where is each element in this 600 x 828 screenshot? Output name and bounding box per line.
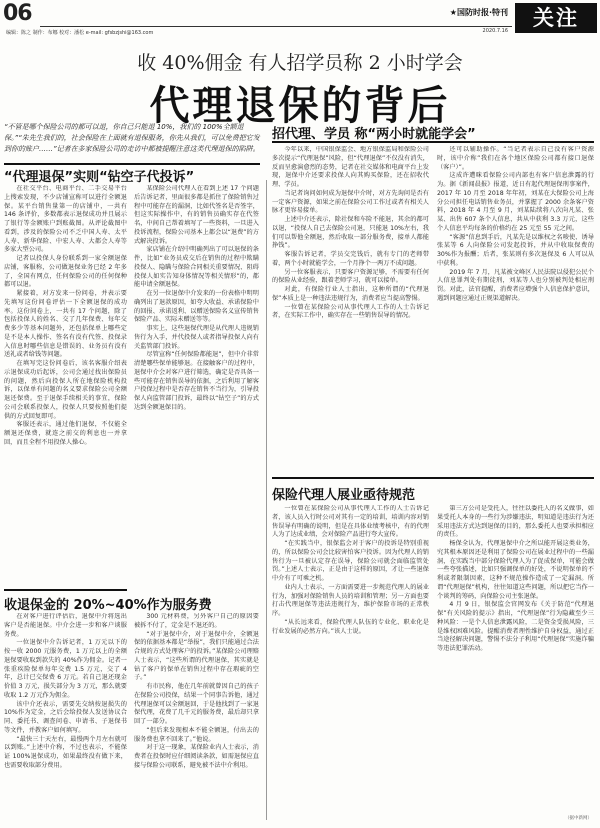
- paragraph: 还可以辅助操作。“当记者表示自己没有客户资源时，该中介称”我们在各个地区保险公司都有接口退保（客户）”。: [437, 146, 594, 171]
- column-4a: [272, 505, 429, 817]
- paragraph: 家店铺在介绍中明确列出了可以退保的条件，比如“业务员成交后在销售的过程中欺瞒投保人、隐瞒与保险合同相关重要情况、阻碍投保人如实告知身体情况等相关情形”的，都能申请全额退保。: [134, 246, 259, 289]
- column-3a: [272, 146, 429, 470]
- paragraph: 有市民称，他在几年前就曾因自己的孩子在保险公司投保，结果一个同事告诉他，通过代理退保可以全额退回，于是他找到了一家退保代理，花费了几千元的服务费，最后却只拿回了一部分。: [134, 683, 259, 725]
- column-3b: [437, 146, 594, 470]
- paragraph: 今年以来，中国银保监会、地方银保监局和保险公司多次提示“代理退保”风险，但“代理退保”不仅没有消失，反而呈愈演愈烈的态势，记者在社交媒体和电商平台上发现，退保中介还要求投保人向其购买保险，还在招收代理、学员。: [272, 146, 429, 188]
- column-divider: [266, 180, 267, 820]
- source-credit: （据中新网）: [565, 816, 592, 821]
- paragraph: 一位退保中介告诉记者，1 万元以下的按一收 2000 元服务费，1 万元以上的全额退保要收取到款失的 40%作为佣金。记者一张重疾险保单每年交费 1.5 万元，交了 4 年，总计已交保费 6 万元。若自己退还现金价值 3 万元，损失部分为 3 万元，那么就要收取 1.2 万元作为佣金。: [4, 639, 127, 699]
- column-1a: [4, 185, 127, 583]
- paragraph: 尽管宣称“任何保险都能退”，但中介非常清楚哪些保单能够退。在接触客户的过程中，退保中介会对客户进行筛选，确定是否具备一些可能存在销售误导的依据，之后利用了解客户投保过程中是否存在销售不当行为，引导投保人向监管部门投诉，最终以“钻空子”的方式达到全额退保目的。: [134, 351, 259, 411]
- paragraph: 一位曾在某保险公司从事代理人工作的人士告诉记者，该人员入行时公司对其有一定的培训，培训内容对销售误导有明确的说明，但是在具体业绩考核中，有的代理人为了达成业绩，会对保险产品进行夸大宣传。: [272, 505, 429, 539]
- column-2a: [134, 185, 259, 581]
- paragraph: “在实践当中，银保监会对于客户的投诉是特别重视的，所以保险公司会比较害怕客户投诉。因为代理人的销售行为一旦被认定存在误导，保险公司就会面临监管处罚。”上述人士表示，正是由于这样的原因，才让一些退保中介有了可乘之机。: [272, 540, 429, 582]
- paragraph: 在另一位退保中介发来的一份表格中明明确列出了退款原因，如夸大收益、承诺保险中的回报、承诺返利、以赠送保险名义宣传销售保险产品、实际未赠送等等。: [134, 290, 259, 324]
- paragraph: 300 元材料费，另外客户自己的原因要被拆不付了，定金是不退还的。: [134, 613, 259, 629]
- page-header: [0, 0, 600, 38]
- section-title-2: 收退保金的 20%~40%作为服务费: [4, 598, 212, 613]
- paragraph: “但后来发现根本不能全额退，付出去的服务费也拿不回来了。”他说。: [134, 726, 259, 743]
- paragraph: “客源”信息到手后，凡某先是以维权之名唆使、诱导张某等 6 人向保险公司发起投诉，并从中收取保费的 30%作为报酬；后者，张某则有多次退保及 6 人可以从中获利。: [437, 233, 594, 267]
- header-rule: [40, 26, 512, 27]
- section-rule: [272, 141, 594, 143]
- paragraph: 一位曾在某保险公司从事代理人工作的人士告诉记者，在实际工作中，确实存在一些销售误导的情况。: [272, 303, 429, 320]
- headline: 代理退保的背后: [149, 83, 451, 129]
- paragraph: 4 月 9 日，银保监会官网发布《关于防范“代理退保”有关风险的提示》指出，“代理退保”行为隐藏至少三种风险：一是个人信息泄露风险，二是资金受损风险，三是维权困难风险。提醒消费者理性维护自身权益，通过正当途径解决问题，警惕不法分子利用“代理退保”实施诈骗等违法犯罪活动。: [437, 601, 594, 652]
- paragraph: “对于退保中介，对于退保中介，全额退保的依据基本都是“举报”，我们只能通过合法合规的方式处理客户的投诉。”某保险公司理赔人士表示，“这些所谓的代理退保，其实就是钻了客户的保单在销售过程中存在瑕疵的空子。”: [134, 630, 259, 682]
- paragraph: 对于这一现象，某保险业内人士表示，消费者在投保时应仔细阅读条款，如需退保应直接与保险公司联系，避免被不法中介利用。: [134, 744, 259, 769]
- paragraph: 某保险公司代理人在看到上述 17 个问题后告诉记者，里面很多都是抓住了保险销售过程中可能存在的漏洞，比如代签名是否签字，但这实际操作中，有的销售员确实存在代签名，中间自己帮着填写了一些资料，一旦进入投诉流程，保险公司基本上都会以“退费”的方式解决投诉。: [134, 185, 259, 245]
- paragraph: 记者以投保人身份联系到一家全额退保店铺，客服称，公司做退保业务已经 2 年多了，全国有网点，任何保险公司的任何保种都可以退。: [4, 255, 127, 289]
- paragraph: 另一位客服表示，只要客户资源足够，不需要有任何的保险从业经验，跟着老师学习，就可以接单。: [272, 268, 429, 285]
- paragraph: 在填写完这份问卷后，该名客服介绍表示退保成功后起诉，公司会通过找出保险员的问题，然后向投保人所在地保险机构投诉，以保单有问题的名义要求保险公司全额退还保费。至于退保手续相关的事宜，保险公司会联系投保人，投保人只要按照他们提供的方式回复即可。: [4, 360, 127, 420]
- section-rule: [272, 477, 594, 479]
- paragraph: 杨保全认为，代理退保中介之所以能开展这类业务，究其根本原因还是利用了保险公司在展业过程中的一些漏洞，在实践当中部分保险代理人为了促成保单，可能会做一些夸张描述，比如只强调保单的好处，不说明保单的不利或者限制因素，这种不规范操作造成了一定漏洞。所谓“代理退保”机构，往往知道这些问题，所以把它当作一个谈判的筹码，向保险公司主张退保。: [437, 540, 594, 600]
- paragraph: 在社交平台、电商平台、二手交易平台上搜索发现，不少店铺宣称可以进行全额退保。某平台销售量第一的店铺中，一共有 146 条评价，多数都表示退保成功并且展示了银行等金额账户到账截图。从评论截图中看到，涉及的保险公司不乏中国人寿、太平人寿、新华保险、中宏人寿、大都会人寿等多家大型公司。: [4, 185, 127, 254]
- paragraph: 当记者询问如何成为退保中介时，对方先询问是否有一定客户资源，如果之前在保险公司工作过或者有相关人脉才更容易接单。: [272, 189, 429, 215]
- editor-credits: 编辑：陈之 制作：布娜 校对：潘松 e-mail: gfsbzjshi@163.com: [6, 30, 154, 36]
- paragraph: “最快三十天左右，最慢两个月左右就可以到账。”上述中介称，不过也表示，不能保证 100%退保成功，如果最终没有做下来，也需要收取部分费用。: [4, 735, 127, 769]
- section-title-3: 招代理、学员 称“两小时就能学会”: [272, 127, 476, 142]
- section-rule: [4, 589, 127, 591]
- section-title-1: “代理退保”实则“钻空子代投诉”: [4, 170, 195, 185]
- paragraph: “从长远来看，保险代理人队伍的专业化、职业化是行业发展的必然方向。”该人士说。: [272, 618, 429, 635]
- paragraph: 2019 年 7 月，凡某被文峰区人民法院以侵犯公民个人信息罪判处有期徒刑，刘某等人也分别被判处相应刑罚。对此，法官提醒，消费者应增强个人信息保护意识，遇到问题应通过正规渠道解决。: [437, 268, 594, 302]
- section-rule: [4, 163, 260, 165]
- lead-paragraph: “不管是哪个保险公司的都可以退，你自己只能退 10%，我们的 100%全额退保。”“朱先生我们的，社会保险在上面就有退保服务，你先从我们，可以免费把它发到你的账户……”记者在多家保险公司的走访中都被提醒注意这类代理退保的陷阱。: [4, 123, 260, 153]
- paragraph: 业内人士表示，一方面需要进一步规范代理人的展业行为，加强对保险销售人员的培训和管理；另一方面也要打击代理退保等违法违规行为，维护保险市场的正常秩序。: [272, 583, 429, 617]
- page-number: 06: [3, 1, 32, 26]
- paragraph: 事实上，这些退保代理是从代理人违规销售行为入手，并代投保人或者指导投保人向有关监管部门投诉。: [134, 325, 259, 350]
- section-tag: 关注: [515, 3, 597, 33]
- paragraph: 客服还表示，通过他们退保，不仅能全额退还保费，就连之前交的利息也一并拿回，而且全程不用投保人操心。: [4, 421, 127, 446]
- column-4b: [437, 505, 594, 815]
- column-1b: [4, 613, 127, 818]
- column-2b: [134, 613, 259, 818]
- paragraph: 这成许遭咪看保险公司内部也有客户信息泄露的行为。据《新闻晨报》报道，近日有起代理退保刑事案件，2017 年 10 月至 2018 年年初，刘某在大保险公司上海分公司担任电话销售业务员，并掌握了 2000 余条客户资料，2018 年 4 月至 9 月，刘某陆续将八次向凡某、张某、出售 607 条个人信息，共从中获利 3.3 万元，这些个人信息平均每条的价格约在 25 元至 55 元之间。: [437, 172, 594, 232]
- newspaper-name: ★国防时报·特刊: [449, 8, 508, 17]
- paragraph: 在对客户进行评估后，退保中介将选出客户是否能退保。中介会进一步和客户谈服务费。: [4, 613, 127, 638]
- section-title-4: 保险代理人展业亟待规范: [272, 488, 416, 503]
- kicker-line: 收 40%佣金 有人招学员称 2 小时学会: [137, 52, 463, 74]
- paragraph: 该中介还表示，需要先交纳按退损失的 10%作为定金，之后会给投保人发送协议合同、委托书、调查问卷、申请书、子退保书等文件，并教客户如何填写。: [4, 700, 127, 734]
- paragraph: 紧接着，对方发来一份问卷，并表示要先填写这份问卷评估一下全额退保的成功率。这份问卷上，一共有 17 个问题，除了包括投保人的姓名、交了几年保费、每年交费多少等基本问题外，还包括保单上哪些定是不是本人操作、签名有没有代签、投保录入信息时哪些信息是错误的、业务员有没有送礼或者给钱等问题。: [4, 290, 127, 359]
- paragraph: 第三方公司是受托人，往往以委托人的名义做事，如果受托人本身的一些行为涉嫌违法，明知道是违法行为还采用违法方式达到退保的目的，那么委托人也要承担相应的责任。: [437, 505, 594, 539]
- paragraph: 对此，有保险行业人士指出，这种所谓的“代理退保”本质上是一种违法违规行为，消费者应当提高警惕。: [272, 286, 429, 302]
- issue-date: 2020.7.16: [482, 28, 508, 34]
- paragraph: 客服告诉记者，学员交完钱后，就有专门的老师带着，两个小时就能学会，一个月挣个一两万不成问题。: [272, 251, 429, 267]
- paragraph: 上述中介还表示，除社保和车险不能退，其余的都可以退，“投保人自己去保险公司退，只能退 10%左右，我们可以帮他全额退，然后收取一部分服务费，接单人都能挣钱”。: [272, 216, 429, 250]
